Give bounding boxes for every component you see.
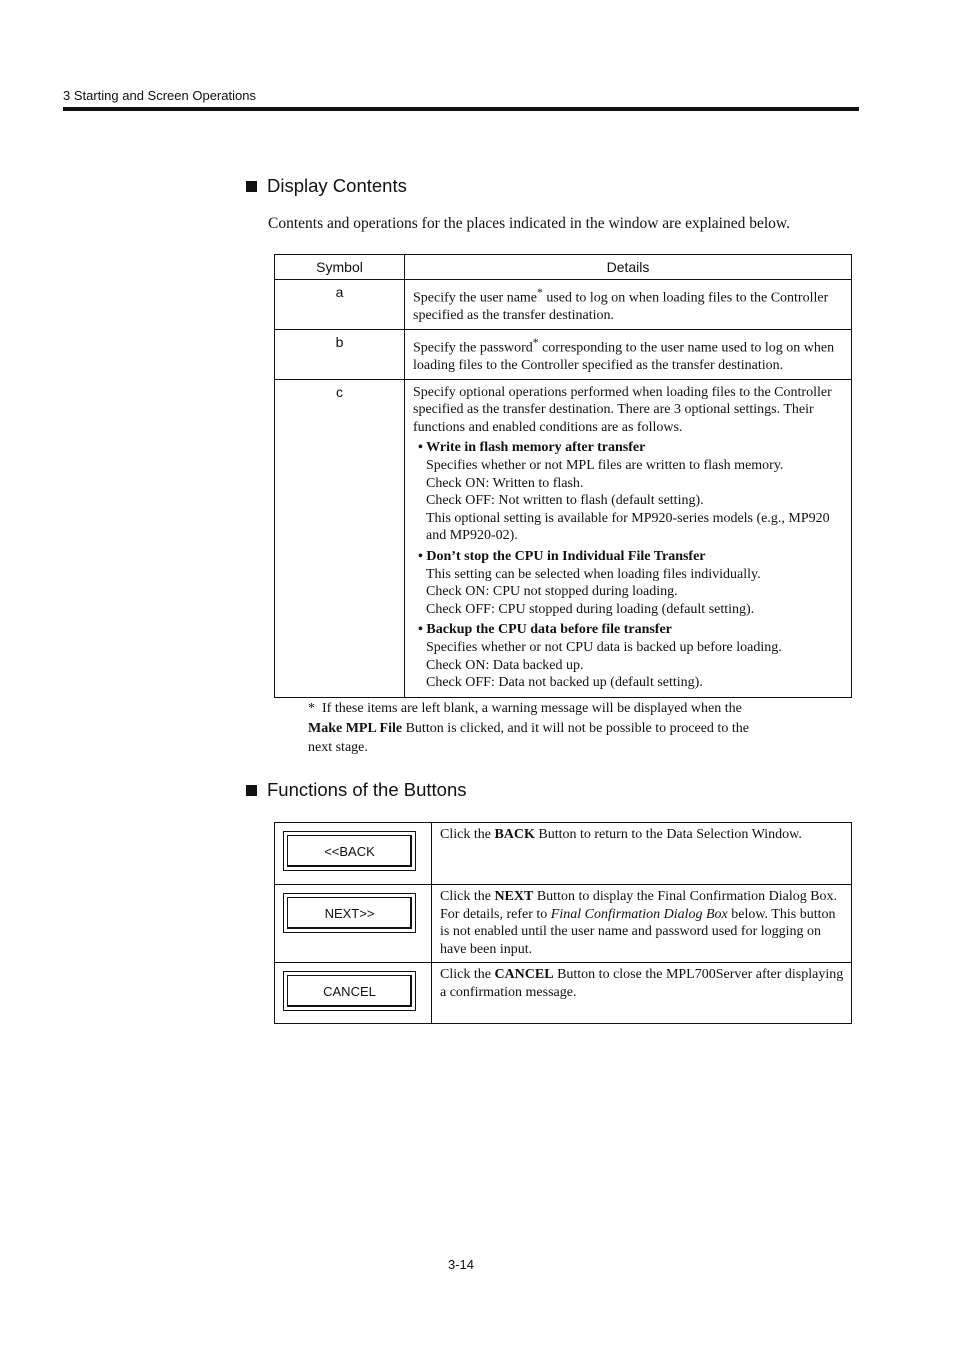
desc-italic: Final Confirmation Dialog Box [550,906,728,922]
table-row [275,823,852,885]
table-row [275,885,852,963]
back-button[interactable] [283,831,416,871]
option-line: Check OFF: Not written to flash (default setting). [426,493,704,509]
option-title: • Backup the CPU data before file transfer [418,622,672,638]
symbol-cell: b [275,329,405,379]
symbol-cell: a [275,280,405,330]
desc-text: Click the [440,967,495,983]
detail-text: used to log on when loading files to the Controller specified as the transfer destination. [413,290,829,324]
button-label: CANCEL [323,983,376,999]
desc-text: below. This button is not enabled until the user name and password used for logging on have been input. [440,906,836,957]
cancel-button[interactable] [283,971,416,1011]
desc-bold: CANCEL [494,967,554,983]
running-head: 3 Starting and Screen Operations [63,88,256,103]
buttons-table [274,822,852,1024]
button-description [432,963,852,1024]
button-cell [275,963,432,1024]
option-backup-cpu [413,621,845,691]
table-header-row [275,255,852,280]
symbol-header: Symbol [275,255,405,280]
table-row [275,379,852,697]
desc-text: Button to display the Final Confirmation Dialog Box. For details, refer to [440,889,838,922]
display-contents-table [274,254,852,698]
footnote [308,699,753,758]
option-line: This setting can be selected when loading files individually. [426,566,761,582]
footnote-mark: * [308,701,315,716]
button-cell [275,823,432,885]
details-cell [405,280,852,330]
option-line: Specifies whether or not CPU data is backed up before loading. [426,640,782,655]
details-cell [405,329,852,379]
table-row [275,329,852,379]
button-label: NEXT>> [324,905,375,921]
desc-text: Button to close the MPL700Server after displaying a confirmation message. [440,967,844,1000]
detail-text: Specify the password [413,340,533,356]
details-cell [405,379,852,697]
option-line: Check OFF: Data not backed up (default setting). [426,675,703,691]
desc-text: Click the [440,827,495,842]
symbol-cell: c [275,379,405,697]
option-line: Check ON: Data backed up. [426,657,584,673]
section-title: Display Contents [267,175,407,196]
button-description [432,823,852,885]
square-bullet-icon [246,785,257,796]
page-number: 3-14 [448,1257,475,1272]
detail-intro: Specify optional operations performed when loading files to the Controller specified as the transfer destination. There are 3 optional settings. Their functions and enabled conditions are as follows. [413,384,832,435]
button-label: <<BACK [324,843,375,859]
section-heading-functions-of-buttons [246,779,467,801]
footnote-mark: * [532,335,539,349]
option-title-text: Don’t stop the CPU in Individual File Transfer [426,549,706,565]
section-title: Functions of the Buttons [267,779,467,800]
section-heading-display-contents [246,175,407,197]
desc-text: Click the [440,889,495,904]
desc-bold: NEXT [494,889,534,904]
header-rule [63,107,859,111]
footnote-bold: Make MPL File [308,720,403,736]
footnote-text: If these items are left blank, a warning message will be displayed when the [322,701,742,716]
option-dont-stop-cpu [413,548,845,618]
button-description [432,885,852,963]
option-line: Check ON: Written to flash. [426,475,584,491]
option-write-flash [413,439,845,545]
detail-text: Specify the user name [413,290,538,306]
table-row [275,280,852,330]
option-title-text: Write in flash memory after transfer [426,440,646,456]
option-title-text: Backup the CPU data before file transfer [426,622,672,638]
intro-paragraph: Contents and operations for the places indicated in the window are explained below. [268,215,790,232]
option-title: • Write in flash memory after transfer [418,440,646,456]
table-row [275,963,852,1024]
button-cell [275,885,432,963]
option-line: This optional setting is available for MP920-series models (e.g., MP920 and MP920-02). [426,510,830,544]
option-line: Specifies whether or not MPL files are written to flash memory. [426,458,784,474]
footnote-text: Button is clicked, and it will not be possible to proceed to the next stage. [308,720,749,755]
desc-bold: BACK [494,827,535,842]
option-title: • Don’t stop the CPU in Individual File Transfer [418,549,706,565]
option-line: Check OFF: CPU stopped during loading (default setting). [426,601,755,617]
square-bullet-icon [246,181,257,192]
details-header: Details [405,255,852,280]
next-button[interactable] [283,893,416,933]
desc-text: Button to return to the Data Selection Window. [534,827,802,842]
detail-text: corresponding to the user name used to log on when loading files to the Controller specified as the transfer destination. [413,340,835,374]
option-line: Check ON: CPU not stopped during loading. [426,584,678,600]
footnote-mark: * [537,286,543,299]
